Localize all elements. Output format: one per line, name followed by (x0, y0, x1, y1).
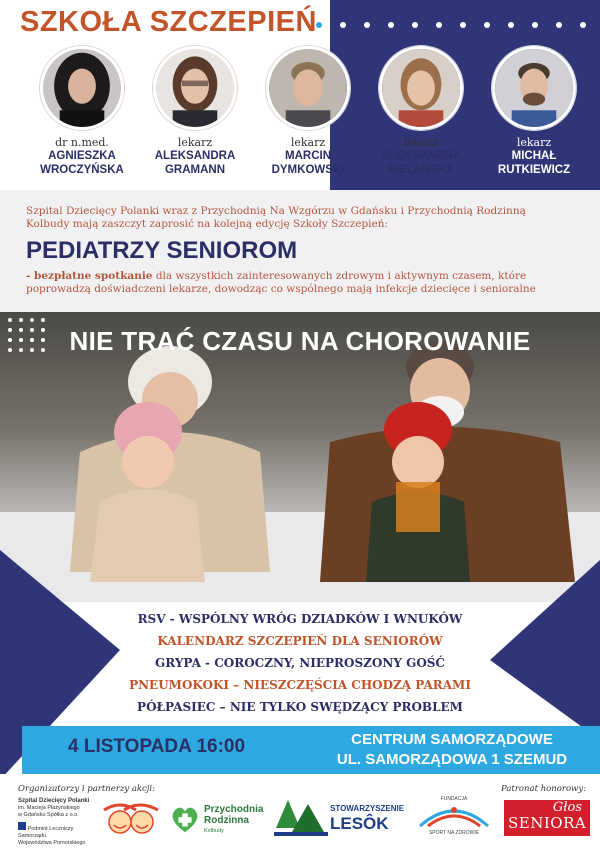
speaker-first-name: MARCIN (285, 150, 331, 162)
speaker-role: lekarz (403, 136, 439, 149)
lesok-line1: STOWARZYSZENIE (330, 804, 405, 813)
szpital-sub: Województwa Pomorskiego (18, 840, 86, 846)
przychodnia-name (204, 804, 263, 826)
topic-item: GRYPA - COROCZNY, NIEPROSZONY GOŚĆ (155, 656, 445, 670)
sport-wave-icon (412, 802, 496, 832)
speaker-last-name: BIELAŃSKA (387, 164, 455, 176)
speaker-photo (379, 46, 463, 130)
trees-icon (274, 798, 328, 838)
page-title: SZKOŁA SZCZEPIEŃ (20, 6, 317, 38)
przychodnia-logo (170, 800, 264, 840)
topics-list (120, 608, 480, 718)
topic-item: PNEUMOKOKI – NIESZCZĘŚCIA CHODZĄ PARAMI (129, 678, 471, 692)
speaker-card (254, 46, 362, 177)
description-bold: - bezpłatne spotkanie (26, 270, 153, 282)
speaker-first-name: ALEKSANDRA (154, 150, 236, 162)
fundacja-logo (412, 796, 496, 840)
event-date: 4 LISTOPADA 16:00 (68, 736, 246, 757)
speaker-photo (492, 46, 576, 130)
event-description (26, 270, 546, 296)
speaker-role: lekarz (290, 136, 326, 149)
speaker-photo (40, 46, 124, 130)
children-faces-icon (100, 800, 162, 836)
faces-logo (100, 800, 162, 836)
venue-address: UL. SAMORZĄDOWA 1 SZEMUD (336, 751, 568, 768)
topic-item: RSV - WSPÓLNY WRÓG DZIADKÓW I WNUKÓW (137, 612, 463, 626)
speaker-last-name: DYMKOWSKI (271, 164, 345, 176)
speaker-card (28, 46, 136, 177)
lesok-line2: LESÔK (330, 814, 389, 833)
speaker-card (480, 46, 588, 177)
speaker-last-name: RUTKIEWICZ (497, 164, 571, 176)
speaker-last-name: WROCZYŃSKA (40, 164, 124, 176)
event-heading: PEDIATRZY SENIOROM (26, 237, 298, 264)
speaker-role: dr n.med. (55, 136, 109, 149)
region-emblem-icon (18, 822, 26, 830)
speaker-role: lekarz (177, 136, 213, 149)
event-info-bar (22, 726, 600, 774)
przychodnia-line: Przychodnia (204, 804, 264, 815)
szpital-sub: im. Macieja Płażyńskiego (18, 805, 80, 811)
speaker-photo (153, 46, 237, 130)
szpital-name: Szpital Dziecięcy Polanki (18, 798, 90, 804)
speaker-first-name: ALEKSANDRA (380, 150, 462, 162)
szpital-sub: Podmiot Leczniczy Samorządu (18, 826, 74, 839)
description-rest: dla wszystkich zainteresowanych zdrowym i aktywnym czasem, które poprowadzą doświadczeni lekarze, dowodząc co wspólnego mają infekcje dziecięce i senioralne (26, 270, 536, 295)
przychodnia-line: Rodzinna (204, 815, 249, 826)
lesok-logo (274, 798, 406, 838)
topic-item: KALENDARZ SZCZEPIEŃ DLA SENIORÓW (157, 634, 443, 648)
speaker-first-name: MICHAŁ (511, 150, 557, 162)
organizers-label: Organizatorzy i partnerzy akcji: (18, 784, 156, 794)
fundacja-bottom: SPORT NA ZDROWIE (428, 830, 480, 836)
topic-item: PÓŁPASIEC – NIE TYLKO SWĘDZĄCY PROBLEM (137, 700, 463, 714)
przychodnia-place: Kolbudy (204, 828, 224, 834)
glos-line1: Głos (552, 800, 582, 815)
intro-text: Szpital Dziecięcy Polanki wraz z Przychodnią Na Wzgórzu w Gdańsku i Przychodnią Rodzinną Kolbudy mają zaszczyt zaprosić na kolejną edycję Szkoły Szczepień: (26, 205, 526, 230)
hero-photo (0, 312, 600, 602)
event-venue (322, 730, 582, 770)
speaker-card (141, 46, 249, 177)
hero-headline: NIE TRAĆ CZASU NA CHOROWANIE (69, 326, 531, 356)
szpital-logo (18, 798, 100, 847)
glos-line2: SENIORA (508, 814, 587, 832)
fundacja-top: FUNDACJA (440, 796, 468, 802)
speaker-card (367, 46, 475, 177)
footer (0, 774, 600, 848)
speakers-row (28, 46, 588, 177)
szpital-sub: w Gdańsku Spółka z o.o. (18, 812, 79, 818)
glos-seniora-logo (504, 800, 590, 836)
speaker-first-name: AGNIESZKA (48, 150, 116, 162)
patron-label: Patronat honorowy: (501, 784, 586, 794)
heart-cross-icon (170, 804, 200, 834)
speaker-last-name: GRAMANN (164, 164, 226, 176)
speaker-role: lekarz (516, 136, 552, 149)
venue-name: CENTRUM SAMORZĄDOWE (351, 731, 553, 748)
speaker-photo (266, 46, 350, 130)
decorative-dots (316, 22, 600, 28)
